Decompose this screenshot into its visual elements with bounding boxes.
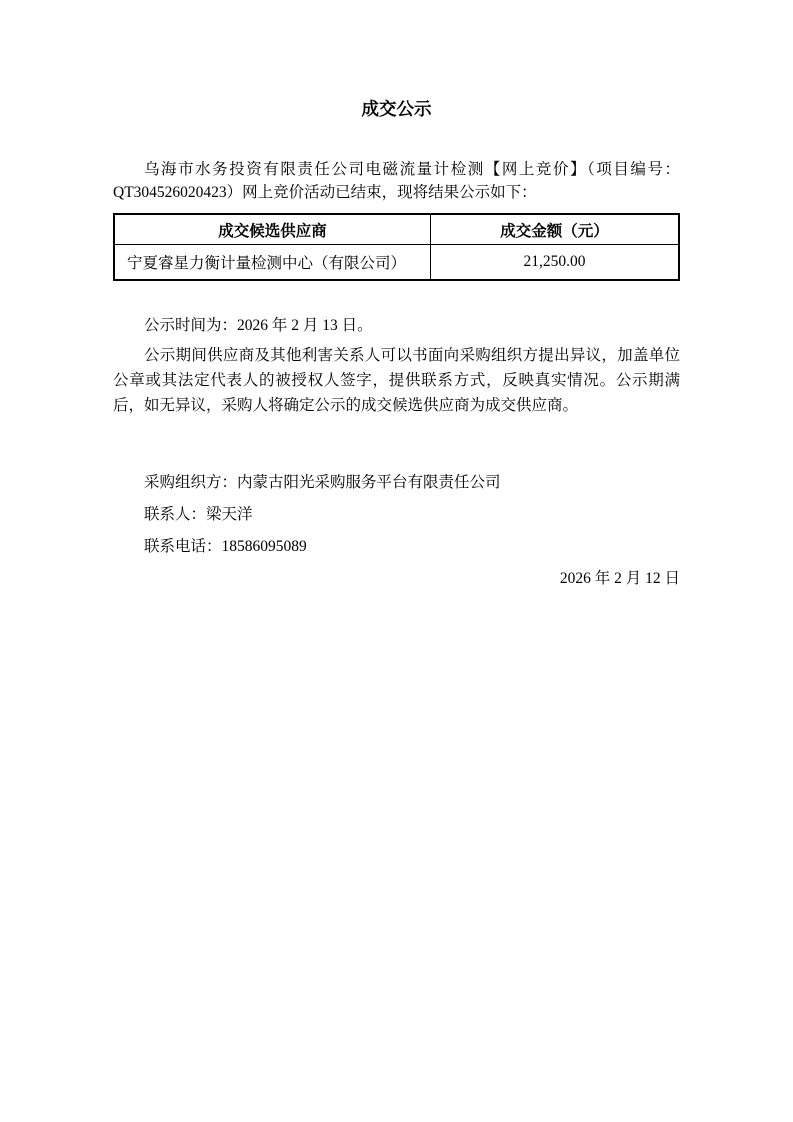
table-header-row	[114, 214, 679, 245]
amount-cell: 21,250.00	[430, 245, 679, 281]
contact-block	[113, 471, 680, 590]
intro-paragraph: 乌海市水务投资有限责任公司电磁流量计检测【网上竞价】（项目编号：QT304526020423）网上竞价活动已结束，现将结果公示如下：	[113, 161, 680, 201]
contact-person-line: 联系人：梁天洋	[144, 506, 253, 523]
table-row	[114, 245, 679, 281]
document-date: 2026 年 2 月 12 日	[559, 570, 680, 587]
supplier-name-cell: 宁夏睿星力衡计量检测中心（有限公司）	[114, 245, 430, 281]
table-header-supplier: 成交候选供应商	[114, 214, 430, 245]
document-title: 成交公示	[361, 99, 432, 119]
table-header-amount: 成交金额（元）	[430, 214, 679, 245]
result-table	[113, 213, 680, 281]
contact-phone-line: 联系电话：18586095089	[144, 538, 307, 555]
objection-paragraph: 公示期间供应商及其他利害关系人可以书面向采购组织方提出异议，加盖单位公章或其法定代表人的被授权人签字，提供联系方式，反映真实情况。公示期满后，如无异议，采购人将确定公示的成交候选供应商为成交供应商。	[113, 347, 680, 414]
publicity-time: 公示时间为：2026 年 2 月 13 日。	[144, 317, 373, 334]
organizer-line: 采购组织方：内蒙古阳光采购服务平台有限责任公司	[144, 474, 501, 491]
